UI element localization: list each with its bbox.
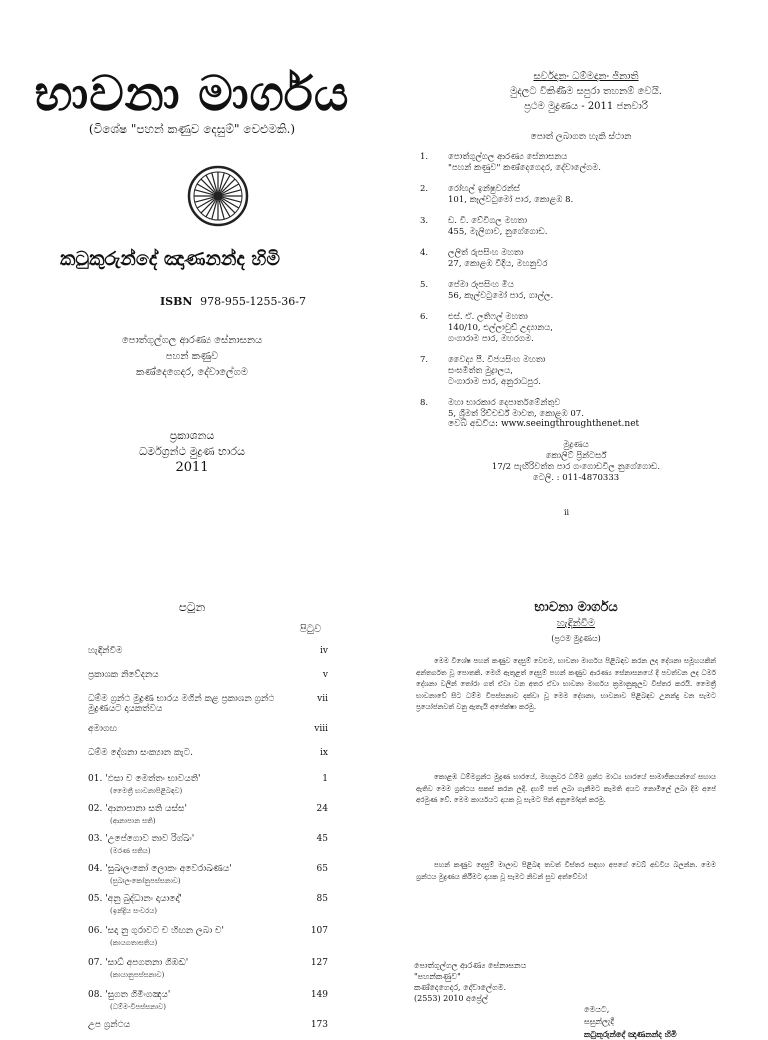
seller-address-line: රෝහල් ඉන්ෂුවරන්ස් [448, 184, 520, 194]
contents-entry-title: හැඳින්වීම [88, 646, 123, 656]
seller-address-line: 56, කෑල්වටුමෝ පාර, ගාල්ල. [448, 291, 554, 301]
preface-page [384, 560, 768, 1039]
seller-number: 2. [420, 184, 429, 194]
contents-entry-subtitle: (ධම්ම-විපස්සනාව) [110, 1003, 166, 1011]
printer-line: කොලිට් ප්‍රින්ටර්ස් [545, 451, 607, 461]
contents-entry [88, 926, 328, 936]
contents-entry [88, 774, 328, 784]
seller-address-line: පේමා රූපසිංහ මිය [448, 280, 514, 290]
address-line: කණ්දෙගෙදර, දේවාලේගම. [414, 983, 507, 992]
printer-line: ටෙලි. : 011-4870333 [532, 473, 620, 483]
imprint-page [384, 0, 768, 517]
sign-off-line: සසුන්ලැදී [584, 1017, 614, 1026]
seller-address-line: 101, කෑල්වටුමෝ පාර, කොළඹ 8. [448, 195, 574, 205]
seller-address-line: 5, ශ්‍රීමත් රිච්චර්ඩ් මාවත, කොළඹ 07. [448, 409, 584, 419]
page-number: ii [564, 508, 570, 517]
address-line: පොත්ගුල්ගල ආරණ්‍ය සේනාසනය [414, 961, 527, 970]
website-line [420, 419, 639, 429]
book-subtitle: (විශේෂ "පහන් කණුව දෙසුම්" වෙළුමකි.) [88, 122, 296, 136]
distribution-line: ප්‍රකාශනය [169, 429, 215, 442]
imprint-header [384, 69, 768, 114]
contents-entry-subtitle: (මරණ සතිය) [110, 847, 151, 855]
page-column-header: පිටුව [300, 624, 322, 635]
contents-entry [88, 804, 328, 814]
contents-entry-title: 04. 'සුඛඃලංකෝ ලොකං අවෙරාඛණය' [88, 864, 232, 874]
seller-address-line: සංඝමිත්ත මුද්‍රාලය, [448, 366, 513, 376]
seller-entry [420, 248, 750, 270]
address-block [414, 960, 574, 1004]
seller-address-line: ඩ. වී. වේවිගල මහතා [448, 216, 527, 226]
seller-address-line: ටංගාරාම පාර, අනුරාධපුර. [448, 377, 541, 387]
contents-entry-title: අමාගඟ [88, 724, 117, 734]
seller-entry [420, 312, 750, 345]
seller-address-line: 140/10, එල්ලාවුඩ් උද්‍යානය, [448, 323, 553, 333]
seller-entry [420, 216, 750, 238]
contents-entry-title: 03. 'උපේගොව තාව රිග්ඛං' [88, 834, 195, 844]
printer-block [486, 440, 666, 484]
dharma-wheel-icon [186, 164, 250, 228]
contents-entry [88, 990, 328, 1000]
contents-entry-title: 02. 'ආනාපානා සති යස්ස' [88, 804, 187, 814]
contents-entry-title: උප ග්‍රන්ථය [88, 1020, 131, 1030]
contents-title: පටුන [178, 600, 206, 614]
seller-address-line: එස්. ඒ. ලතිෆල් මහතා [448, 312, 528, 322]
printer-label: මුද්‍රණය [563, 440, 589, 450]
seller-address [448, 216, 547, 238]
address-line: (2553) 2010 අප්‍රේල් [414, 994, 488, 1003]
title-page [0, 0, 384, 510]
isbn-value: 978-955-1255-36-7 [200, 295, 306, 308]
contents-entry [88, 724, 328, 734]
contents-entry-subtitle: (ආනාපාන සති) [110, 817, 156, 825]
contents-entry [88, 834, 328, 844]
isbn [160, 295, 306, 308]
seller-number: 5. [420, 280, 429, 290]
seller-number: 7. [420, 355, 429, 365]
contents-entry-subtitle: (කායගතාසතිය) [110, 939, 158, 947]
seller-address-line: ගංගාරාම පාර, මහරගම. [448, 334, 534, 344]
preface-book-title: භාවනා මාර්ගය [534, 600, 618, 615]
distribution-block [0, 428, 384, 476]
seller-address [448, 152, 601, 174]
contents-entry-subtitle: (සුඛඃලංකෝනුපස්සනාව) [110, 877, 181, 885]
seller-address [448, 280, 553, 302]
seller-entry [420, 355, 750, 388]
contents-entry-page: 85 [316, 894, 328, 904]
distribution-line: ධර්මග්‍රන්ථ මුද්‍රණ භාරය [139, 445, 245, 458]
dedication: සර්වදානං ධම්මදානං ජිනාති [533, 71, 639, 82]
sign-off-block [584, 1004, 744, 1040]
isbn-label: ISBN [160, 295, 193, 308]
contents-entry-subtitle: (ඉන්ද්‍රිය සංවරය) [110, 907, 157, 915]
seller-number: 1. [420, 152, 429, 162]
contents-entry [88, 646, 328, 656]
contents-entry-page: vii [317, 694, 328, 704]
seller-address [448, 398, 584, 420]
contents-entry-page: 45 [316, 834, 328, 844]
publisher-block [0, 333, 384, 381]
contents-entry-subtitle: (කායානුපස්සනාව) [110, 971, 165, 979]
sellers-heading: පොත් ලබාගත හැකි ස්ථාන [530, 132, 632, 142]
contents-entry-title: 05. 'අනු බුද්ධානං දායාදෝ' [88, 894, 182, 904]
contents-entry-title: 01. 'ඵසා ච මෙත්‍තං භාවයති' [88, 774, 201, 784]
contents-entry-page: ix [320, 748, 328, 758]
publication-year: 2011 [175, 460, 209, 475]
contents-entry [88, 694, 328, 714]
contents-entry [88, 748, 328, 758]
contents-entry [88, 1020, 328, 1030]
free-distribution-note: මුදලට විකිණීම සපුරා තහනම් වෙයි. [510, 86, 662, 97]
seller-entry [420, 398, 750, 420]
edition-line: ප්‍රථම මුද්‍රණය - 2011 ජනවාරි [524, 101, 648, 112]
seller-address-line: "පහන් කණුව" කණ්දෙගෙදර, දේවාලේගම. [448, 163, 601, 173]
seller-address-line: මහා භාරකාර දෙපාර්තමේන්තුව [448, 398, 561, 408]
printer-line: 17/2 පැඟිරිවත්ත පාර ගංගොඩවිල නුගේගොඩ. [491, 462, 661, 472]
contents-entry [88, 864, 328, 874]
contents-entry-page: v [322, 670, 328, 680]
seller-number: 6. [420, 312, 429, 322]
contents-entry-subtitle: (මෛත්‍රී භාවනාපිළිබඳව) [110, 787, 183, 795]
author-name: කටුකුරුන්දේ ඤාණනන්ද හිමි [60, 248, 281, 270]
preface-paragraph: කොළඹ ධම්මග්‍රන්ථ මුද්‍රණ භාරයේ, මහනුවර ධම්ම ග්‍රන්ථ මාධ්‍ය භාරයේ සාමාජිකයන්ගේ සහාය ඇතිව මෙම ග්‍රන්ථය සකස් කරන ලදී. දහම් පත් ලබා ගැනීමට කැමති අයට නොමිලේ ලබා දීම අපේ අරමුණ වේ. මෙම කාර්යයට දායක වූ සැමට පින් අනුමෝදන් කරමු. [416, 773, 716, 805]
seller-address-line: 27, කොළඹ වීදිය, මහනුවර [448, 259, 548, 269]
publisher-line: පොත්ගුල්ගල ආරණ්‍ය සේනාසනය [121, 335, 263, 346]
seller-address [448, 312, 553, 345]
contents-entry-page: 24 [316, 804, 328, 814]
sellers-list [420, 152, 750, 430]
website-url[interactable]: www.seeingthroughthenet.net [500, 419, 640, 429]
seller-address [448, 248, 548, 270]
preface-paragraph: මෙම විශේෂ පහන් කණුව දෙසුම් වෙළුම, භාවනා මාර්ගය පිළිබඳව කරන ලද දේශනා සමූහයකින් අන්තර්ගත වූ පොතකි. මෙහි ඇතුළත් දෙසුම් පහන් කණුව ආරණ්‍ය සේනාසනයේ දී පවත්වන ලද ධර්ම දේශනා වලින් තෝරා ගත් ඒවා වන අතර ඒවා භාවනා මාර්ගය ක්‍රමානුකූලව විස්තර කරයි. මෛත්‍රී භාවනාවේ සිට ධම්ම විපස්සනාව දක්වා වූ මෙම දේශනා, භාවනාව පිළිබඳව උනන්දු වන සැමට ප්‍රයෝජනවත් වනු ඇතැයි අපේක්ෂා කරමු. [416, 657, 716, 712]
seller-address-line: පොත්ගුල්ගල ආරණ්‍ය සේනාසනය [448, 152, 568, 162]
address-line: "පහන්කණුව" [414, 972, 461, 981]
seller-address [448, 184, 573, 206]
contents-entry-page: iv [320, 646, 328, 656]
contents-entry-page: 65 [316, 864, 328, 874]
publisher-line: කණ්දෙගෙදර, දේවාලේගම [136, 367, 248, 378]
contents-page [0, 560, 384, 1030]
publisher-line: පහන් කණුව [165, 351, 219, 362]
contents-entry-title: ධම්ම දේශනා සංක්‍යාන කැට. [88, 748, 193, 758]
preface-edition: (ප්‍රථම මුද්‍රණය) [551, 634, 601, 643]
contents-entry-page: 1 [322, 774, 328, 784]
seller-number: 4. [420, 248, 429, 258]
contents-entry-title: 07. 'සාධ් අපගතනා ගිඹඬ' [88, 958, 189, 968]
contents-entry-title: 08. 'සුගත ගිමිංගඤය' [88, 990, 171, 1000]
contents-entry-page: 127 [310, 958, 328, 968]
seller-address-line: වෛද්‍ය පී. විජයසිංහ මහතා [448, 355, 546, 365]
contents-entry-title: 06. 'සදා නු ගුරාවට ච හිඟන ලබා ච' [88, 926, 225, 936]
seller-address-line: 455, මැලිගාව, නුගේගොඩ. [448, 227, 548, 237]
book-title: භාවනා මාර්ගය [34, 66, 350, 122]
seller-address [448, 355, 545, 388]
seller-number: 8. [420, 398, 429, 408]
contents-entry-title: ධම්ම ග්‍රන්ථ මුද්‍රණ භාරය මගින් කළ ප්‍රකාශන ග්‍රන්ථ මුද්‍රණයට දායකත්වය [88, 694, 275, 714]
website-label: වෙබ් අඩවිය: [448, 419, 499, 429]
contents-entry-page: 173 [310, 1020, 328, 1030]
contents-entry-page: 107 [310, 926, 328, 936]
preface-heading: හැඳින්වීම [556, 618, 596, 629]
contents-entry-page: 149 [310, 990, 328, 1000]
seller-entry [420, 184, 750, 206]
seller-number: 3. [420, 216, 429, 226]
contents-entry-page: viii [314, 724, 328, 734]
signature-name: කටුකුරුන්දේ ඤාණනන්ද හිමි [584, 1029, 677, 1039]
seller-entry [420, 152, 750, 174]
sign-off-line: මෙයට, [584, 1005, 610, 1014]
contents-entry [88, 670, 328, 680]
seller-entry [420, 280, 750, 302]
seller-address-line: ලලිත් රුපසිංහ මහතා [448, 248, 524, 258]
contents-entry-title: ප්‍රකාශක නිවේදනය [88, 670, 159, 680]
contents-entry [88, 894, 328, 904]
contents-entry [88, 958, 328, 968]
preface-paragraph: පහන් කණුව දෙසුම් මාලාව පිළිබඳ තවත් විස්තර සඳහා අපගේ වෙබ් අඩවිය බලන්න. මෙම ග්‍රන්ථය මුද්‍රණය කිරීමට දායක වූ සැමට නිවන් සුව අත්වේවා! [416, 861, 716, 881]
